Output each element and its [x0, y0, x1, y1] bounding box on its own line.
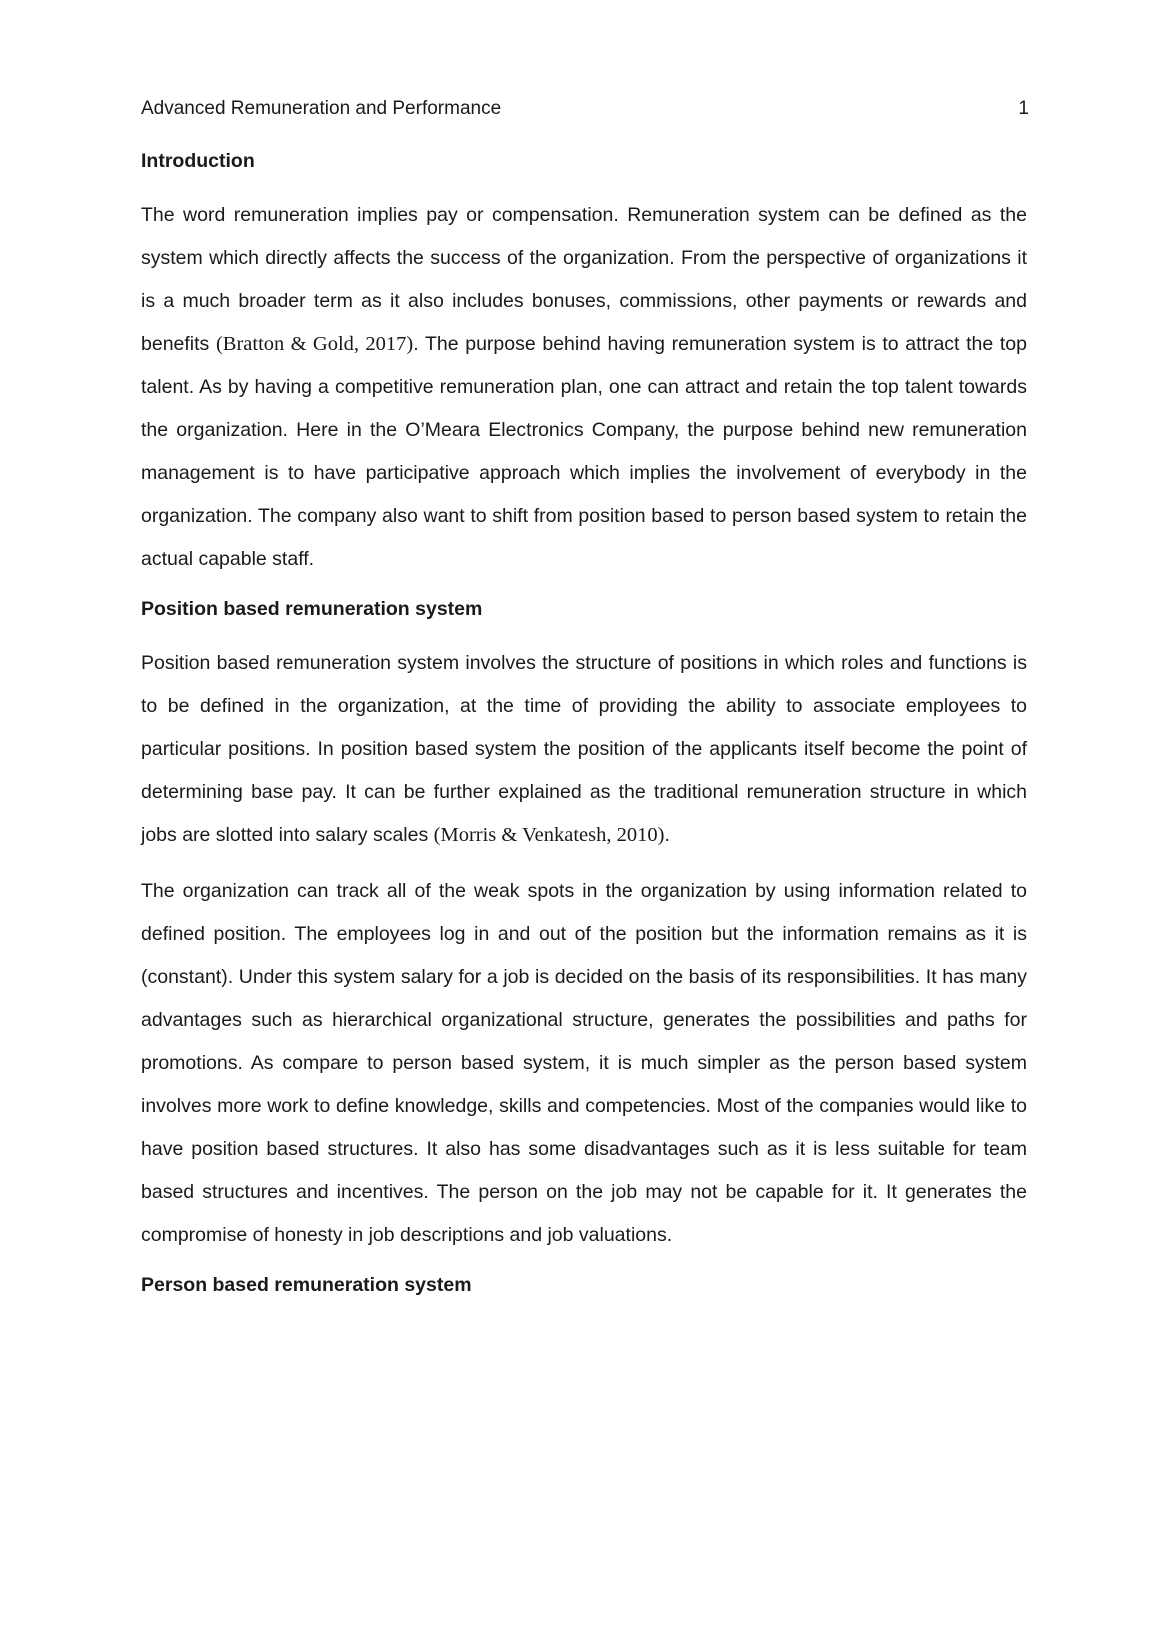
- paragraph-introduction: [141, 194, 1027, 581]
- paragraph-position-based-2: The organization can track all of the weak spots in the organization by using information related to defined position. The employees log in and out of the position but the information remains as it is (constant). Under this system salary for a job is decided on the basis of its responsibilities. It has many advantages such as hierarchical organizational structure, generates the possibilities and paths for promotions. As compare to person based system, it is much simpler as the person based system involves more work to define knowledge, skills and competencies. Most of the companies would like to have position based structures. It also has some disadvantages such as it is less suitable for team based structures and incentives. The person on the job may not be capable for it. It generates the compromise of honesty in job descriptions and job valuations.: [141, 880, 1027, 1246]
- paragraph-position-based-1: [141, 642, 1027, 857]
- citation-morris-venkatesh: (Morris & Venkatesh, 2010): [433, 824, 665, 846]
- heading-introduction: Introduction: [141, 150, 255, 172]
- page-number: 1: [1018, 98, 1029, 119]
- heading-position-based: Position based remuneration system: [141, 598, 483, 620]
- paragraph-text: .: [664, 824, 670, 846]
- running-header: [141, 94, 1029, 124]
- citation-bratton-gold: (Bratton & Gold, 2017): [215, 333, 414, 355]
- running-title: Advanced Remuneration and Performance: [141, 98, 502, 119]
- paragraph-text: . The purpose behind having remuneration system is to attract the top talent. As by having a competitive remuneration plan, one can attract and retain the top talent towards the organization. Here in the O’Meara Electronics Company, the purpose behind new remuneration management is to have participative approach which implies the involvement of everybody in the organization. The company also want to shift from position based to person based system to retain the actual capable staff.: [141, 333, 1027, 570]
- paragraph-text: Position based remuneration system involves the structure of positions in which roles and functions is to be defined in the organization, at the time of providing the ability to associate employees to particular positions. In position based system the position of the applicants itself become the point of determining base pay. It can be further explained as the traditional remuneration structure in which jobs are slotted into salary scales: [141, 652, 1027, 846]
- paragraph-text: The word remuneration implies pay or compensation. Remuneration system can be defined as the system which directly affects the success of the organization. From the perspective of organizations it is a much broader term as it also includes bonuses, commissions, other payments or rewards and benefits: [141, 204, 1027, 355]
- heading-person-based: Person based remuneration system: [141, 1274, 472, 1296]
- document-body: [141, 146, 1027, 1300]
